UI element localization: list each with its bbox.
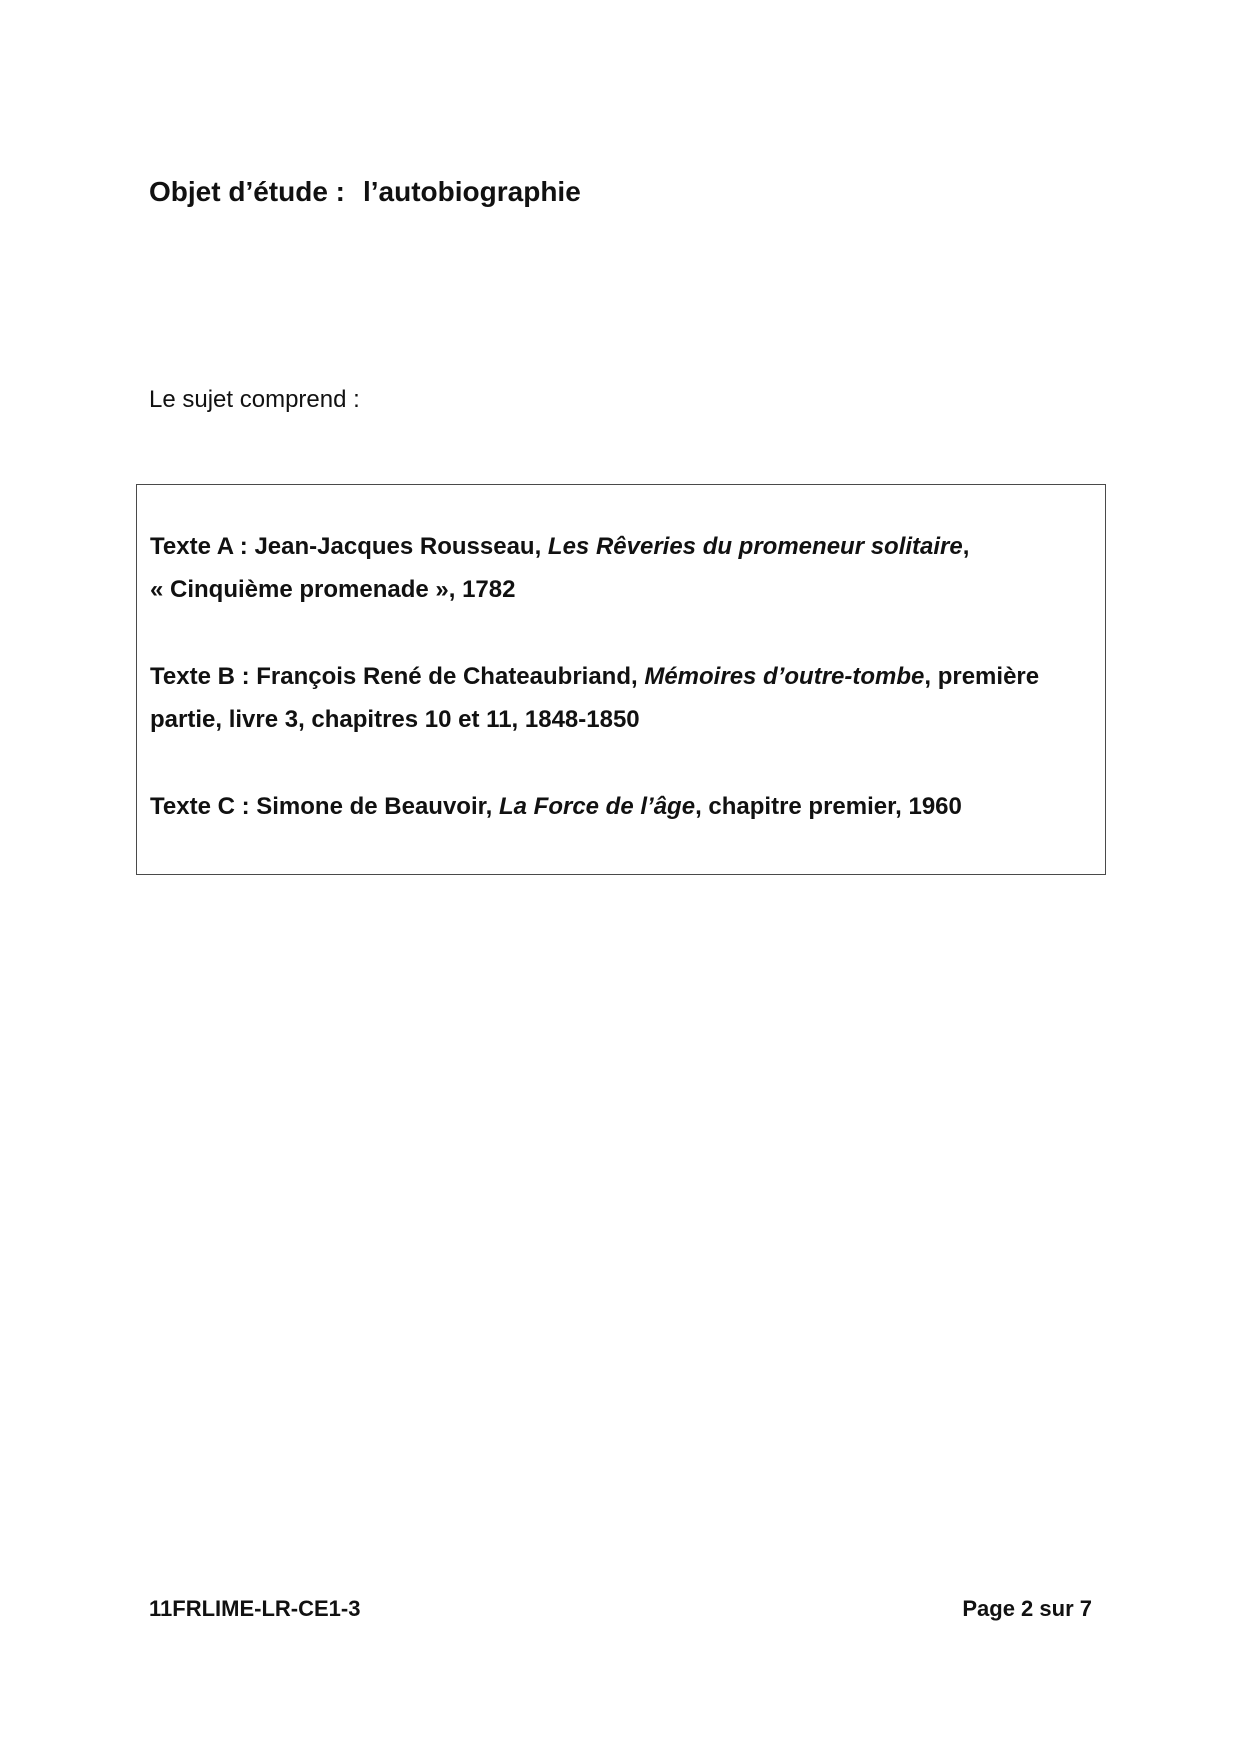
texts-box bbox=[136, 484, 1106, 875]
text-entry-c bbox=[150, 785, 1095, 828]
footer-document-code: 11FRLIME-LR-CE1-3 bbox=[149, 1596, 361, 1621]
text-entry-b bbox=[150, 655, 1095, 741]
text-c-work-title: La Force de l’âge bbox=[498, 793, 696, 820]
text-entry-a bbox=[150, 525, 1095, 611]
text-b-suffix-line2: partie, livre 3, chapitres 10 et 11, 1848-1850 bbox=[150, 706, 640, 733]
text-b-work-title: Mémoires d’outre-tombe bbox=[644, 663, 925, 690]
footer-page-number: Page 2 sur 7 bbox=[962, 1596, 1092, 1621]
text-a-prefix: Texte A : Jean-Jacques Rousseau, bbox=[150, 533, 548, 560]
text-a-suffix-line2: « Cinquième promenade », 1782 bbox=[150, 576, 516, 603]
text-b-prefix: Texte B : François René de Chateaubriand, bbox=[150, 663, 645, 690]
text-c-prefix: Texte C : Simone de Beauvoir, bbox=[150, 793, 499, 820]
heading-label: Objet d’étude : bbox=[149, 176, 345, 207]
text-a-work-title: Les Rêveries du promeneur solitaire bbox=[547, 533, 963, 560]
page-heading bbox=[149, 172, 581, 212]
intro-text: Le sujet comprend : bbox=[149, 386, 360, 413]
text-b-suffix-line1: , première bbox=[924, 663, 1040, 690]
text-a-suffix-line1: , bbox=[962, 533, 970, 560]
text-c-suffix-line1: , chapitre premier, 1960 bbox=[695, 793, 962, 820]
heading-subject: l’autobiographie bbox=[363, 176, 581, 207]
